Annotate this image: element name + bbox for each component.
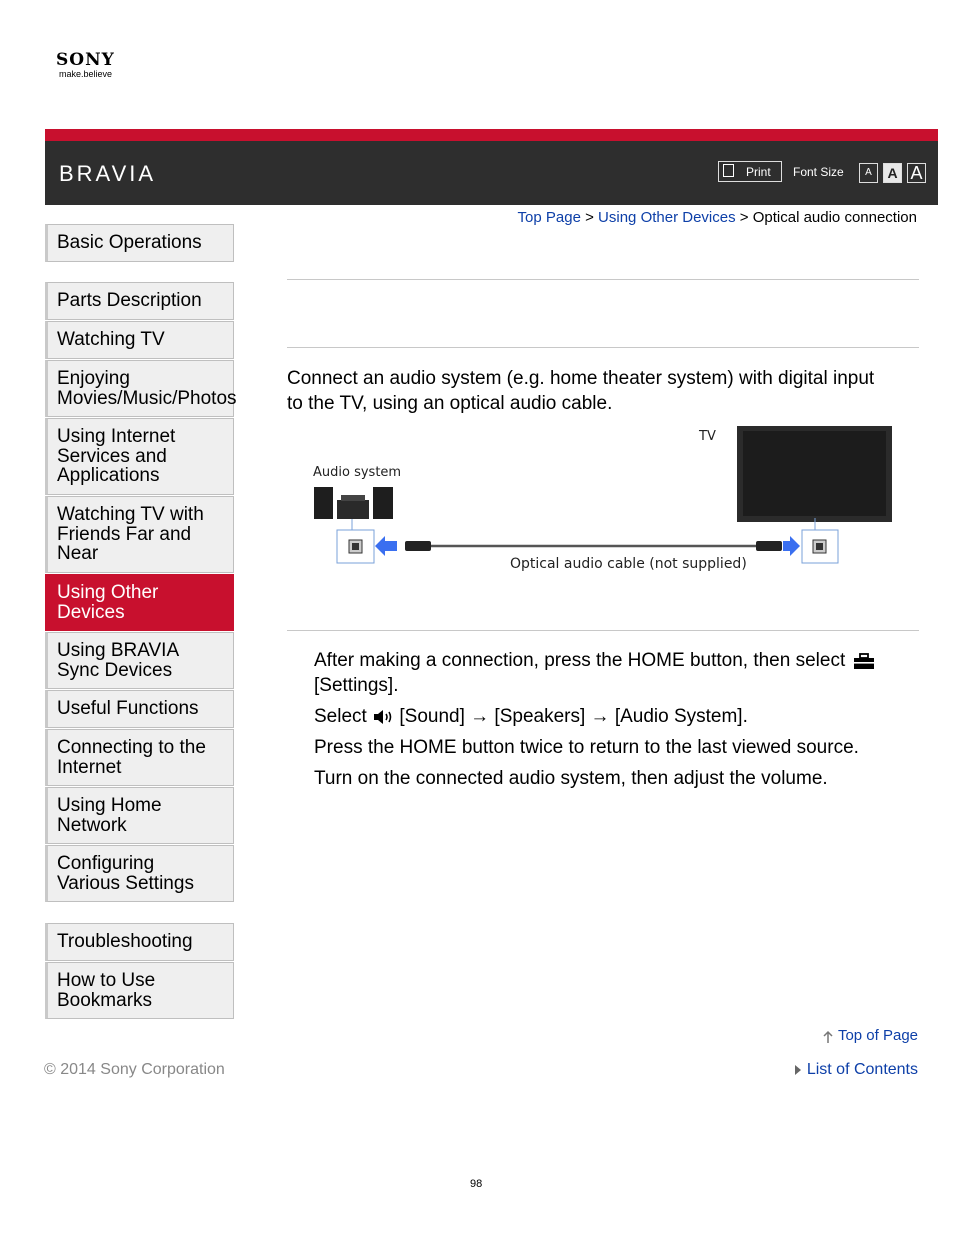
copyright: © 2014 Sony Corporation xyxy=(44,1061,225,1078)
step-1-text: After making a connection, press the HOME button, then select xyxy=(314,650,846,671)
accent-bar xyxy=(45,129,938,141)
header-bar xyxy=(45,141,938,205)
intro-line: Connect an audio system (e.g. home theater system) with digital input xyxy=(287,368,875,389)
company-tagline: make.believe xyxy=(59,69,113,79)
speaker-icon xyxy=(372,708,394,726)
cable-label: Optical audio cable (not supplied) xyxy=(510,556,747,572)
intro-line: to the TV, using an optical audio cable. xyxy=(287,393,613,414)
audio-system-illustration xyxy=(314,487,393,519)
company-name: SONY xyxy=(56,50,115,70)
sidebar-item-label: Using Internet Services and Applications xyxy=(57,426,176,487)
sidebar-item-label: Basic Operations xyxy=(57,232,202,254)
step-3: Press the HOME button twice to return to the last viewed source. xyxy=(314,737,859,758)
toolbox-icon xyxy=(853,652,875,670)
sidebar-item-parts-description[interactable] xyxy=(45,282,234,320)
sidebar-item-connecting-internet[interactable] xyxy=(45,729,234,786)
breadcrumb-top-page[interactable]: Top Page xyxy=(517,209,581,226)
sidebar-item-bravia-sync[interactable] xyxy=(45,632,234,689)
sony-logo xyxy=(56,52,115,79)
breadcrumb-using-other-devices[interactable]: Using Other Devices xyxy=(598,209,736,226)
page-number: 98 xyxy=(470,1178,483,1190)
sidebar-item-label: Using BRAVIA Sync Devices xyxy=(57,640,180,681)
top-of-page-link[interactable]: Top of Page xyxy=(837,1027,918,1044)
sidebar-item-label: Using Other Devices xyxy=(57,582,159,623)
sidebar-item-watching-tv-friends[interactable] xyxy=(45,496,234,573)
sidebar-item-configuring-settings[interactable] xyxy=(45,845,234,902)
step-1-continued: [Settings]. xyxy=(314,675,399,696)
connection-diagram xyxy=(305,420,900,580)
step-2 xyxy=(314,704,748,729)
sidebar-item-home-network[interactable] xyxy=(45,787,234,844)
divider xyxy=(287,347,919,348)
breadcrumb xyxy=(518,209,917,226)
list-of-contents xyxy=(794,1061,918,1079)
sidebar-item-label: Configuring Various Settings xyxy=(57,853,194,894)
sidebar-item-label: Parts Description xyxy=(57,290,202,312)
intro-paragraph xyxy=(287,366,917,416)
top-of-page xyxy=(822,1027,918,1044)
sidebar-item-label: Watching TV with Friends Far and Near xyxy=(57,504,204,565)
tv-port-callout xyxy=(802,518,838,563)
font-size-small-button[interactable]: A xyxy=(859,163,878,183)
sidebar-item-enjoying-media[interactable] xyxy=(45,360,237,417)
sidebar-item-troubleshooting[interactable] xyxy=(45,923,234,961)
tv-label: TV xyxy=(699,429,716,444)
sidebar-item-label: Troubleshooting xyxy=(57,931,193,953)
breadcrumb-current: Optical audio connection xyxy=(752,209,917,226)
caret-right-icon xyxy=(794,1064,802,1076)
breadcrumb-separator: > xyxy=(585,209,594,226)
divider xyxy=(287,630,919,631)
printer-icon xyxy=(723,164,734,177)
sidebar-item-label: Enjoying Movies/Music/Photos xyxy=(57,368,237,409)
tv-illustration xyxy=(737,426,892,522)
product-logo: BRAVIA xyxy=(59,161,157,186)
sidebar-item-watching-tv[interactable] xyxy=(45,321,234,359)
sidebar-item-label: Watching TV xyxy=(57,329,165,351)
sidebar-item-label: How to Use Bookmarks xyxy=(57,970,156,1011)
arrow-up-icon xyxy=(822,1029,834,1043)
optical-cable xyxy=(405,541,782,551)
list-of-contents-link[interactable]: List of Contents xyxy=(806,1061,918,1078)
font-size-medium-button[interactable]: A xyxy=(883,163,902,183)
sidebar-item-label: Useful Functions xyxy=(57,698,199,720)
sidebar-item-label: Connecting to the Internet xyxy=(57,737,206,778)
print-button[interactable] xyxy=(718,161,782,182)
step-1 xyxy=(314,648,875,673)
font-size-large-button[interactable]: A xyxy=(907,163,926,183)
print-button-label: Print xyxy=(746,165,771,179)
audio-system-port-callout xyxy=(337,519,374,563)
step-2-prefix: Select xyxy=(314,706,367,727)
sidebar-item-using-other-devices[interactable] xyxy=(45,574,234,631)
divider xyxy=(287,279,919,280)
sidebar-item-basic-operations[interactable] xyxy=(45,224,234,262)
sidebar-item-bookmarks[interactable] xyxy=(45,962,234,1019)
arrow-right-shaft xyxy=(783,541,791,551)
sidebar-item-useful-functions[interactable] xyxy=(45,690,234,728)
sidebar-item-label: Using Home Network xyxy=(57,795,162,836)
sidebar-item-internet-services[interactable] xyxy=(45,418,234,495)
breadcrumb-separator: > xyxy=(739,209,749,226)
arrow-left-icon xyxy=(375,536,397,556)
step-2-text: [Sound] → [Speakers] → [Audio System]. xyxy=(399,706,748,727)
audio-system-label: Audio system xyxy=(313,465,402,480)
step-4: Turn on the connected audio system, then adjust the volume. xyxy=(314,768,828,789)
font-size-label: Font Size xyxy=(793,165,844,179)
